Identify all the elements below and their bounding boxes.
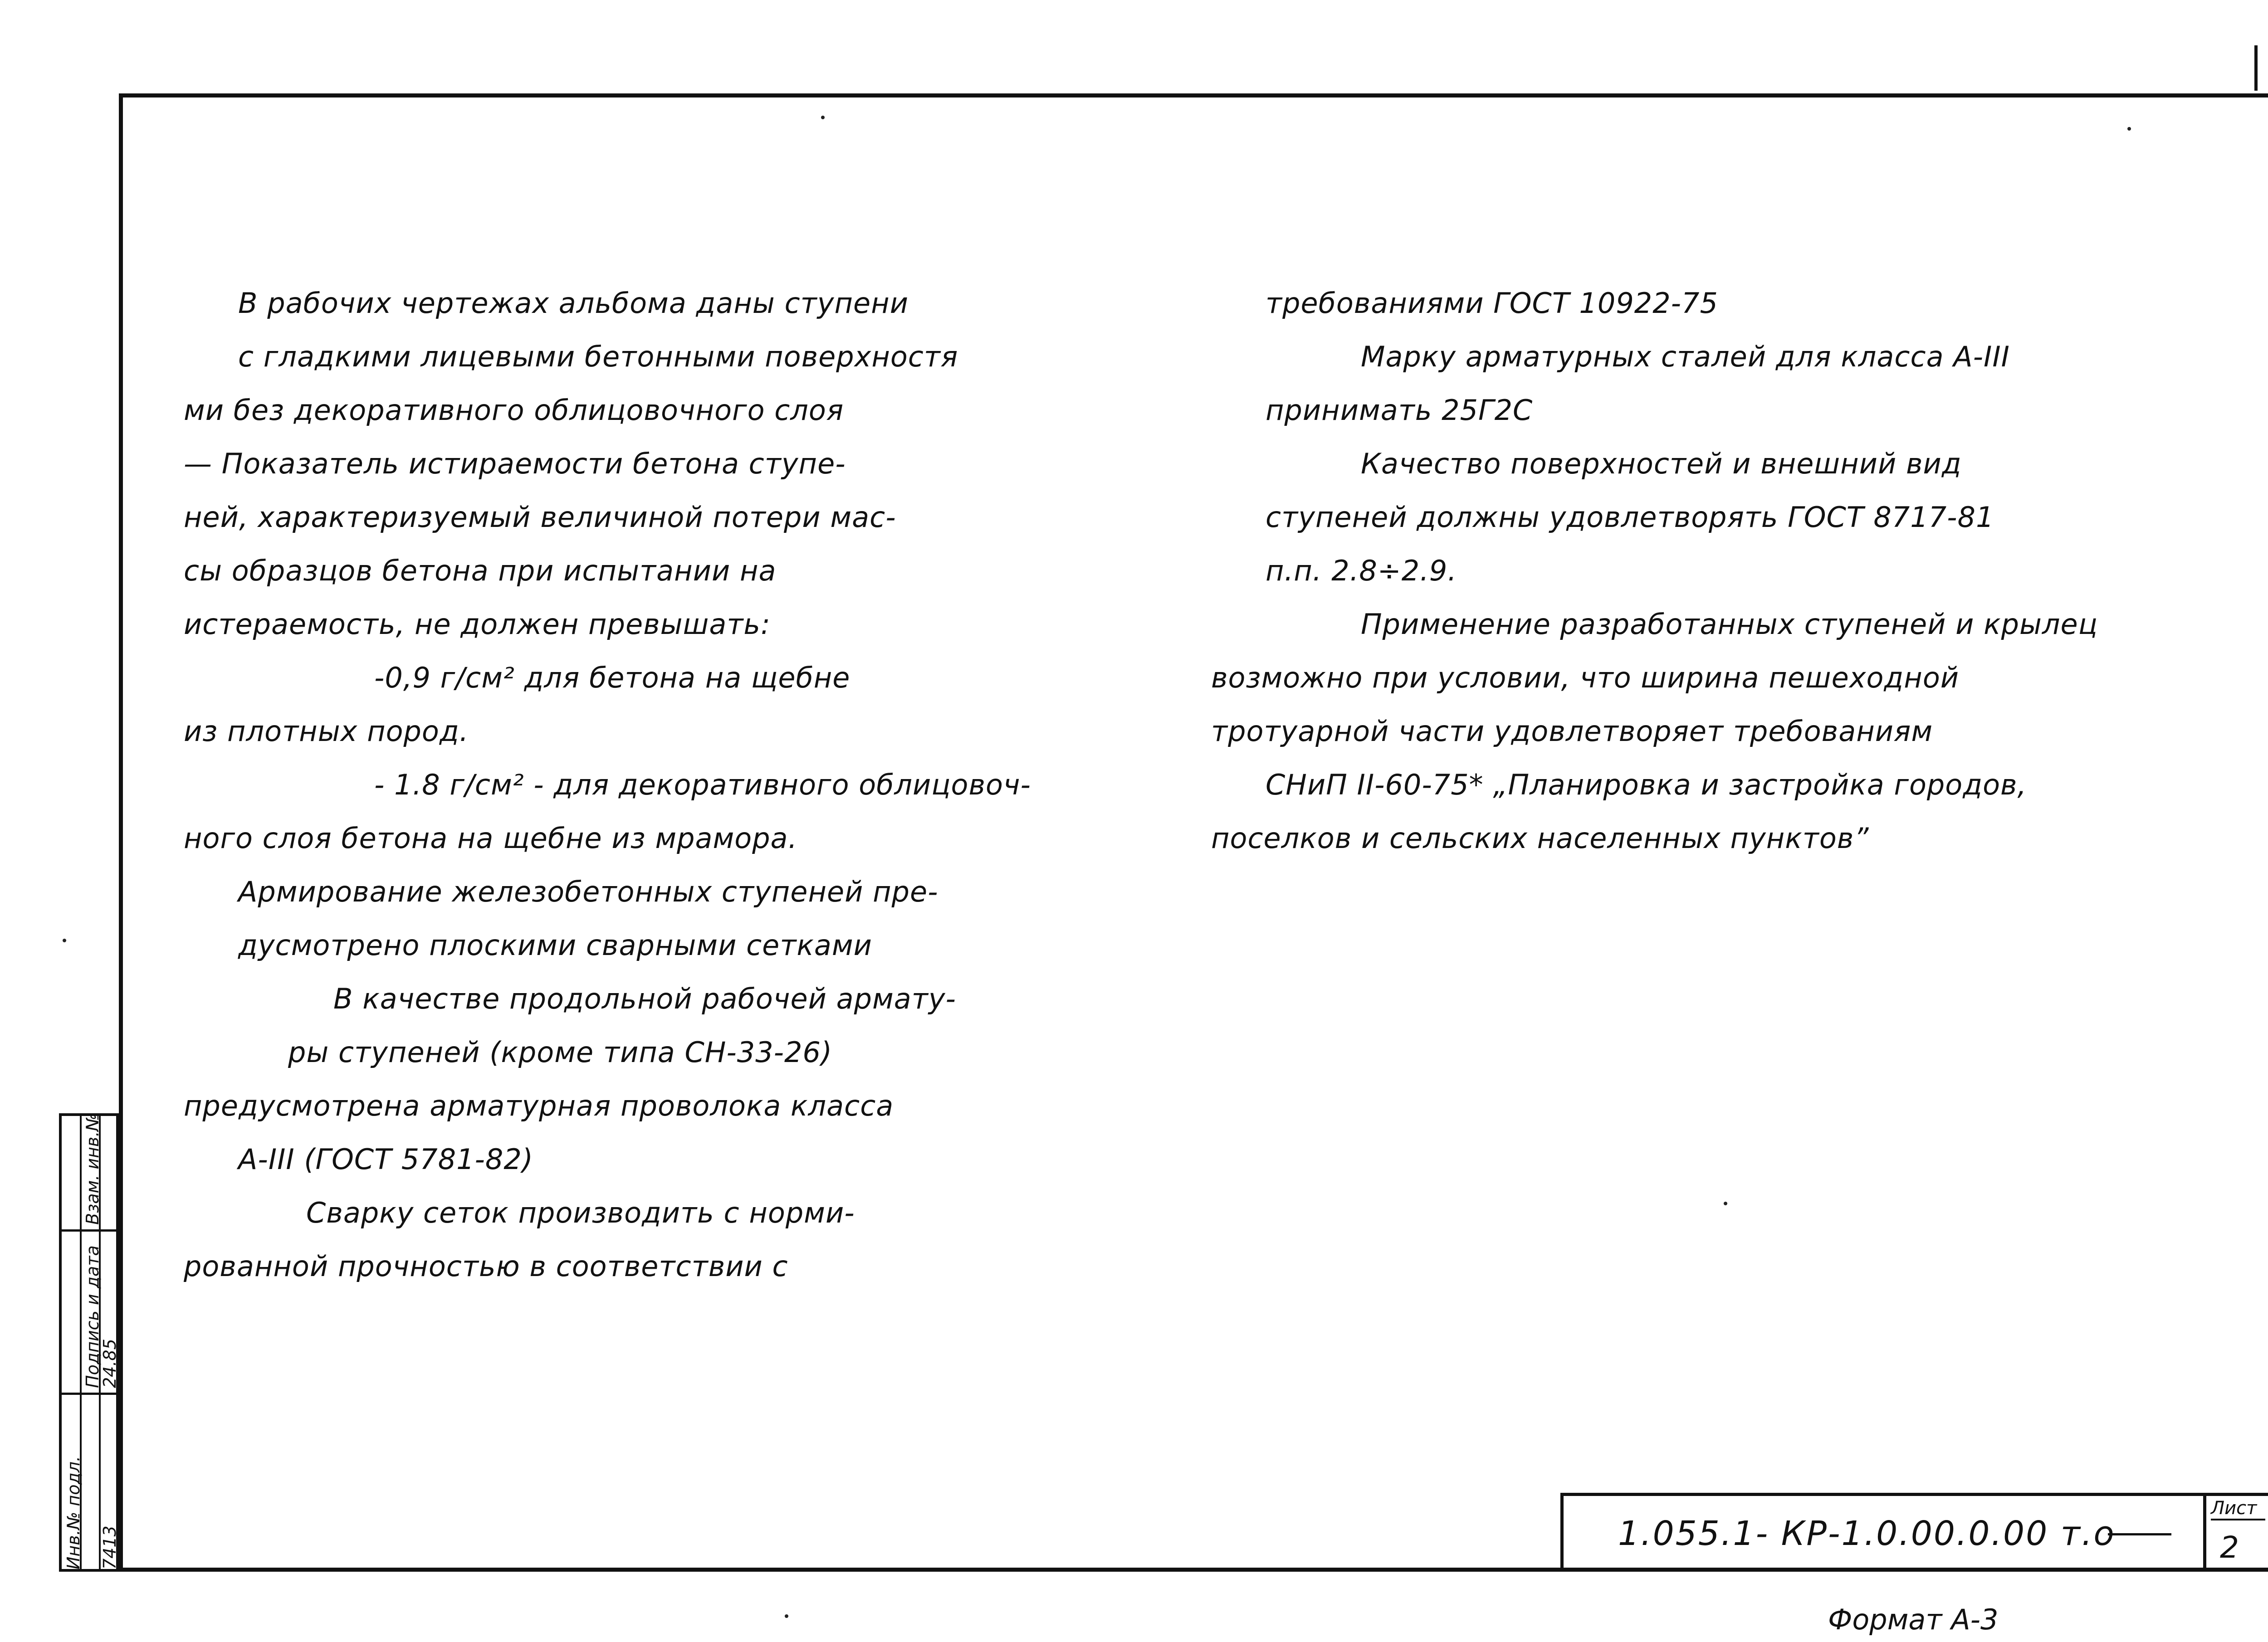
text-line: тротуарной части удовлетворяет требованиям [1211,715,1933,748]
text-line: Сварку сеток производить с норми- [306,1196,855,1229]
speck [785,1614,788,1618]
text-line: В рабочих чертежах альбома даны ступени [238,287,909,320]
title-dash-line [2108,1533,2171,1535]
stamp-header-inv: Инв.№ подл. [64,1456,83,1569]
text-line: — Показатель истираемости бетона ступе- [184,447,846,480]
text-line: ного слоя бетона на щебне из мрамора. [184,822,798,855]
format-label: Формат А-3 [1828,1603,1999,1636]
text-line: - 1.8 г/см² - для декоративного облицовоч- [374,768,1031,801]
document-code: 1.055.1- КР-1.0.00.0.00 т.о [1618,1514,2116,1553]
text-line: сы образцов бетона при испытании на [184,554,777,587]
text-line: ми без декоративного облицовочного слоя [184,394,844,427]
sheet-label: Лист [2211,1498,2265,1520]
sheet-corner-number [2254,45,2268,91]
text-line: А-III (ГОСТ 5781-82) [238,1143,533,1176]
text-line: В качестве продольной рабочей армату- [333,982,956,1015]
text-line: Марку арматурных сталей для класса А-III [1361,340,2010,373]
text-line: из плотных пород. [184,715,469,748]
stamp-header-sign: Подпись и дата [83,1245,103,1388]
text-line: рованной прочностью в соответствии с [184,1250,788,1283]
text-line: принимать 25Г2С [1266,394,1533,427]
text-line: ры ступеней (кроме типа СН-33-26) [288,1036,833,1069]
text-line: истераемость, не должен превышать: [184,608,771,641]
text-line: возможно при условии, что ширина пешеходной [1211,661,1960,694]
stamp-row-divider [62,1229,116,1232]
text-line: ней, характеризуемый величиной потери мас- [184,501,896,534]
text-line: предусмотрена арматурная проволока класса [184,1089,894,1122]
stamp-value-date: 24.85 [100,1339,120,1388]
speck [2127,127,2131,131]
stamp-header-replace: Взам. инв.№ [83,1113,103,1225]
text-line: СНиП II-60-75* „Планировка и застройка городов, [1266,768,2027,801]
text-line: п.п. 2.8÷2.9. [1266,554,1457,587]
text-line: Армирование железобетонных ступеней пре- [238,875,938,908]
text-line: -0,9 г/см² для бетона на щебне [374,661,850,694]
left-text-column [184,277,1031,1293]
sheet-cell [2203,1496,2268,1570]
speck [1724,1202,1727,1205]
approval-stamp [59,1113,119,1572]
sheet-number: 2 [2220,1530,2239,1565]
text-line: с гладкими лицевыми бетонными поверхностя [238,340,958,373]
speck [821,116,825,119]
title-block [1560,1493,2268,1570]
text-line: ступеней должны удовлетворять ГОСТ 8717-81 [1266,501,1994,534]
right-text-column [1211,277,2098,865]
text-line: поселков и сельских населенных пунктов” [1211,822,1869,855]
text-line: Качество поверхностей и внешний вид [1361,447,1962,480]
stamp-row-divider [62,1393,116,1395]
text-line: требованиями ГОСТ 10922-75 [1266,287,1718,320]
text-line: дусмотрено плоскими сварными сетками [238,929,872,962]
text-line: Применение разработанных ступеней и крылец [1361,608,2098,641]
speck [63,939,66,942]
stamp-value-inv: 7413 [100,1525,120,1569]
